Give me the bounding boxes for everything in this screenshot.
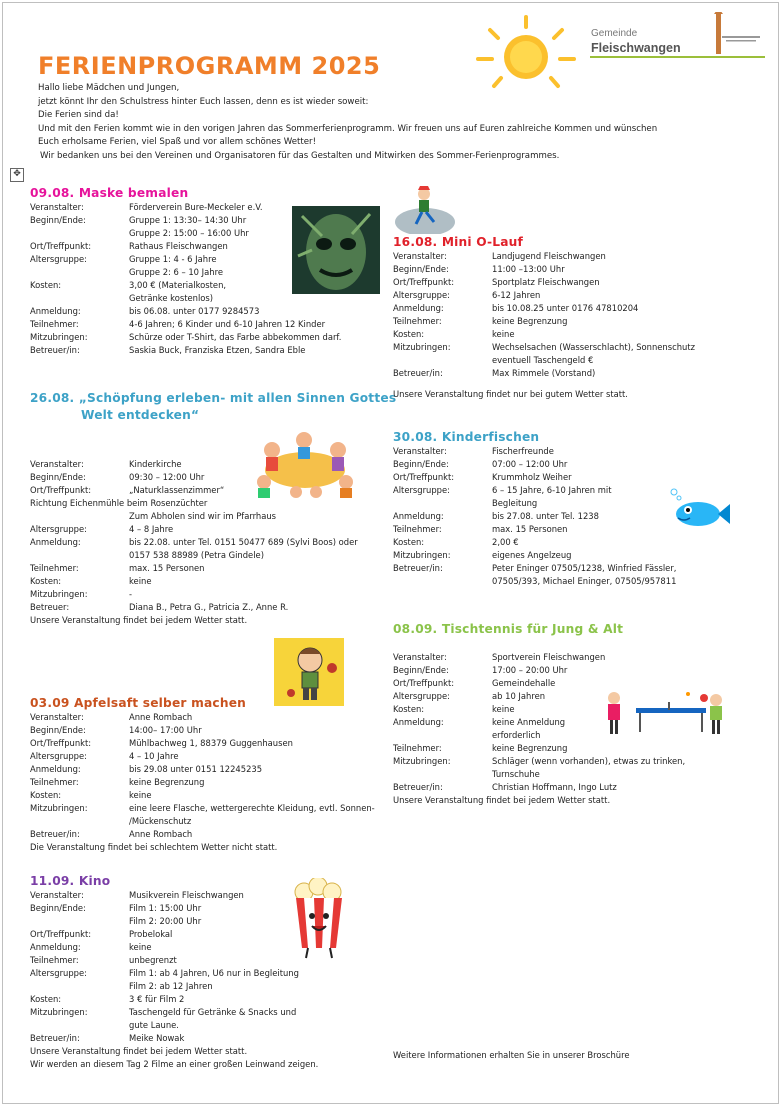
detail-value: keine bbox=[129, 942, 152, 952]
detail-value: Film 1: 15:00 Uhr bbox=[129, 903, 202, 913]
detail-value: bis 27.08. unter Tel. 1238 bbox=[492, 511, 599, 521]
detail-value: gute Laune. bbox=[129, 1020, 179, 1030]
detail-label: Anmeldung: bbox=[393, 511, 444, 521]
section-title-schoepfung-1: 26.08. „Schöpfung erleben- mit allen Sinnen Gottes bbox=[30, 391, 397, 405]
page-title: FERIENPROGRAMM 2025 bbox=[38, 52, 381, 80]
detail-value: bis 10.08.25 unter 0176 47810204 bbox=[492, 303, 639, 313]
logo-line1: Gemeinde bbox=[591, 28, 638, 39]
detail-value: Meike Nowak bbox=[129, 1033, 185, 1043]
detail-value: Begleitung bbox=[492, 498, 538, 508]
detail-label: Betreuer: bbox=[30, 602, 70, 612]
detail-value: 4 – 8 Jahre bbox=[129, 524, 174, 534]
detail-value: Sportplatz Fleischwangen bbox=[492, 277, 600, 287]
section-title-olauf: 16.08. Mini O-Lauf bbox=[393, 235, 524, 249]
detail-label: Veranstalter: bbox=[30, 202, 84, 212]
section-title-tischtennis: 08.09. Tischtennis für Jung & Alt bbox=[393, 622, 624, 636]
detail-value: eine leere Flasche, wettergerechte Kleidung, evtl. Sonnen- bbox=[129, 803, 375, 813]
detail-label: Beginn/Ende: bbox=[393, 459, 449, 469]
church-logo-icon bbox=[712, 12, 768, 56]
detail-label: Teilnehmer: bbox=[393, 316, 442, 326]
intro-line: Euch erholsame Ferien, viel Spaß und vor allem schönes Wetter! bbox=[38, 137, 317, 148]
section-title-schoepfung-2: Welt entdecken“ bbox=[81, 408, 200, 422]
detail-label: Teilnehmer: bbox=[30, 563, 79, 573]
boy-apple-illustration bbox=[274, 638, 344, 706]
section-title-fischen: 30.08. Kinderfischen bbox=[393, 430, 540, 444]
detail-label: Veranstalter: bbox=[30, 712, 84, 722]
section-footer: Unsere Veranstaltung findet nur bei gutem Wetter statt. bbox=[393, 389, 628, 399]
detail-value: 3 € für Film 2 bbox=[129, 994, 185, 1004]
detail-label: Beginn/Ende: bbox=[30, 215, 86, 225]
detail-label: Ort/Treffpunkt: bbox=[30, 485, 92, 495]
detail-value: keine bbox=[492, 329, 515, 339]
detail-label: Anmeldung: bbox=[393, 717, 444, 727]
detail-label: Altersgruppe: bbox=[393, 290, 450, 300]
kids-table-illustration bbox=[252, 430, 358, 500]
logo-underline bbox=[590, 56, 765, 58]
detail-label: Veranstalter: bbox=[30, 459, 84, 469]
detail-value: Gruppe 1: 4 - 6 Jahre bbox=[129, 254, 217, 264]
detail-value: Film 1: ab 4 Jahren, U6 nur in Begleitung bbox=[129, 968, 299, 978]
detail-value: Schürze oder T-Shirt, das Farbe abbekommen darf. bbox=[129, 332, 342, 342]
detail-label: Kosten: bbox=[30, 994, 62, 1004]
detail-value: unbegrenzt bbox=[129, 955, 177, 965]
detail-value: - bbox=[129, 589, 133, 599]
detail-value: 2,00 € bbox=[492, 537, 519, 547]
detail-value: Peter Eninger 07505/1238, Winfried Fässler, bbox=[492, 563, 677, 573]
detail-value: keine Begrenzung bbox=[492, 316, 568, 326]
detail-value: keine Anmeldung bbox=[492, 717, 566, 727]
detail-label: Veranstalter: bbox=[30, 890, 84, 900]
detail-label: Kosten: bbox=[393, 537, 425, 547]
detail-value: Taschengeld für Getränke & Snacks und bbox=[129, 1007, 297, 1017]
intro-line: Und mit den Ferien kommt wie in den vorigen Jahren das Sommerferienprogramm. Wir freuen uns auf Euren zahlreiche Kommen und wünschen bbox=[38, 123, 658, 134]
detail-value: Probelokal bbox=[129, 929, 173, 939]
detail-value: Sportverein Fleischwangen bbox=[492, 652, 606, 662]
detail-label: Beginn/Ende: bbox=[30, 725, 86, 735]
detail-value: Gruppe 2: 15:00 – 16:00 Uhr bbox=[129, 228, 249, 238]
detail-value: Christian Hoffmann, Ingo Lutz bbox=[492, 782, 617, 792]
detail-label: Beginn/Ende: bbox=[30, 903, 86, 913]
detail-value: ab 10 Jahren bbox=[492, 691, 546, 701]
detail-value: Gruppe 2: 6 – 10 Jahre bbox=[129, 267, 223, 277]
detail-value: Förderverein Bure-Meckeler e.V. bbox=[129, 202, 263, 212]
detail-value: Film 2: 20:00 Uhr bbox=[129, 916, 202, 926]
detail-value: Getränke kostenlos) bbox=[129, 293, 214, 303]
detail-value: Kinderkirche bbox=[129, 459, 182, 469]
detail-value: Krummholz Weiher bbox=[492, 472, 572, 482]
detail-label: Betreuer/in: bbox=[30, 1033, 80, 1043]
detail-value: Wechselsachen (Wasserschlacht), Sonnenschutz bbox=[492, 342, 695, 352]
detail-label: Altersgruppe: bbox=[30, 751, 87, 761]
intro-line: Wir bedanken uns bei den Vereinen und Organisatoren für das Gestalten und Mitwirken des Sommer-Ferienprogrammes. bbox=[40, 150, 560, 161]
detail-value: Diana B., Petra G., Patricia Z., Anne R. bbox=[129, 602, 289, 612]
detail-value: Landjugend Fleischwangen bbox=[492, 251, 606, 261]
detail-value: Film 2: ab 12 Jahren bbox=[129, 981, 213, 991]
table-tennis-illustration bbox=[604, 688, 736, 742]
detail-label: Kosten: bbox=[30, 790, 62, 800]
table-move-handle-icon[interactable]: ✥ bbox=[10, 168, 24, 182]
detail-value: bis 22.08. unter Tel. 0151 50477 689 (Sylvi Boos) oder bbox=[129, 537, 358, 547]
detail-value: 07:00 – 12:00 Uhr bbox=[492, 459, 568, 469]
intro-line: Hallo liebe Mädchen und Jungen, bbox=[38, 83, 180, 93]
detail-label: Teilnehmer: bbox=[30, 955, 79, 965]
detail-value: keine bbox=[492, 704, 515, 714]
popcorn-illustration bbox=[290, 878, 348, 960]
detail-label: Ort/Treffpunkt: bbox=[393, 678, 455, 688]
detail-label: Beginn/Ende: bbox=[393, 665, 449, 675]
detail-label: Anmeldung: bbox=[30, 942, 81, 952]
detail-value: Mühlbachweg 1, 88379 Guggenhausen bbox=[129, 738, 293, 748]
detail-value: max. 15 Personen bbox=[129, 563, 205, 573]
detail-value: Musikverein Fleischwangen bbox=[129, 890, 244, 900]
section-title-maske: 09.08. Maske bemalen bbox=[30, 186, 189, 200]
detail-value: 09:30 – 12:00 Uhr bbox=[129, 472, 205, 482]
detail-value: Anne Rombach bbox=[129, 829, 193, 839]
detail-value: Gruppe 1: 13:30– 14:30 Uhr bbox=[129, 215, 247, 225]
intro-text bbox=[38, 82, 657, 164]
section-footer: Unsere Veranstaltung findet bei jedem Wetter statt. bbox=[30, 1046, 248, 1056]
detail-label: Kosten: bbox=[30, 576, 62, 586]
detail-label: Betreuer/in: bbox=[30, 829, 80, 839]
detail-value: 14:00– 17:00 Uhr bbox=[129, 725, 202, 735]
detail-value: Schläger (wenn vorhanden), etwas zu trinken, bbox=[492, 756, 686, 766]
closing-note: Weitere Informationen erhalten Sie in unserer Broschüre bbox=[393, 1050, 630, 1060]
section-footer: Unsere Veranstaltung findet bei jedem Wetter statt. bbox=[30, 615, 248, 625]
section-footer: Wir werden an diesem Tag 2 Filme an einer großen Leinwand zeigen. bbox=[30, 1059, 319, 1069]
detail-value: 6 – 15 Jahre, 6-10 Jahren mit bbox=[492, 485, 612, 495]
fish-illustration bbox=[666, 486, 732, 532]
detail-value: keine Begrenzung bbox=[492, 743, 568, 753]
detail-label: Mitzubringen: bbox=[30, 589, 88, 599]
page-frame bbox=[2, 2, 779, 1104]
intro-line: jetzt könnt Ihr den Schulstress hinter Euch lassen, denn es ist wieder soweit: bbox=[38, 96, 369, 107]
detail-label: Kosten: bbox=[393, 329, 425, 339]
detail-value: 3,00 € (Materialkosten, bbox=[129, 280, 227, 290]
detail-label: Altersgruppe: bbox=[30, 968, 87, 978]
detail-value: 4-6 Jahren; 6 Kinder und 6-10 Jahren 12 Kinder bbox=[129, 319, 326, 329]
detail-value: keine Begrenzung bbox=[129, 777, 205, 787]
detail-label: Altersgruppe: bbox=[30, 524, 87, 534]
detail-value: erforderlich bbox=[492, 730, 541, 740]
detail-label: Altersgruppe: bbox=[393, 485, 450, 495]
detail-label: Beginn/Ende: bbox=[30, 472, 86, 482]
detail-label: Ort/Treffpunkt: bbox=[30, 929, 92, 939]
detail-value: eventuell Taschengeld € bbox=[492, 355, 594, 365]
runner-illustration bbox=[394, 186, 456, 234]
detail-label: Altersgruppe: bbox=[30, 254, 87, 264]
logo-line2: Fleischwangen bbox=[591, 41, 681, 55]
detail-value: „Naturklassenzimmer“ bbox=[129, 485, 225, 495]
detail-label: Mitzubringen: bbox=[30, 1007, 88, 1017]
detail-value: keine bbox=[129, 576, 152, 586]
detail-label: Mitzubringen: bbox=[30, 803, 88, 813]
detail-note: Zum Abholen sind wir im Pfarrhaus bbox=[129, 511, 277, 521]
detail-label: Anmeldung: bbox=[393, 303, 444, 313]
detail-label: Mitzubringen: bbox=[30, 332, 88, 342]
detail-label: Ort/Treffpunkt: bbox=[393, 472, 455, 482]
detail-label: Ort/Treffpunkt: bbox=[30, 738, 92, 748]
mask-photo bbox=[292, 206, 380, 294]
detail-value: /Mückenschutz bbox=[129, 816, 192, 826]
detail-label: Altersgruppe: bbox=[393, 691, 450, 701]
detail-value: bis 06.08. unter 0177 9284573 bbox=[129, 306, 260, 316]
detail-value: Saskia Buck, Franziska Etzen, Sandra Eble bbox=[129, 345, 306, 355]
detail-label: Kosten: bbox=[30, 280, 62, 290]
detail-value: 11:00 –13:00 Uhr bbox=[492, 264, 565, 274]
detail-value: 17:00 – 20:00 Uhr bbox=[492, 665, 568, 675]
detail-label: Teilnehmer: bbox=[393, 524, 442, 534]
detail-label: Ort/Treffpunkt: bbox=[30, 241, 92, 251]
detail-value: Fischerfreunde bbox=[492, 446, 554, 456]
detail-label: Veranstalter: bbox=[393, 652, 447, 662]
detail-value: eigenes Angelzeug bbox=[492, 550, 572, 560]
detail-value: keine bbox=[129, 790, 152, 800]
detail-label: Mitzubringen: bbox=[393, 342, 451, 352]
detail-label: Teilnehmer: bbox=[30, 777, 79, 787]
detail-label: Mitzubringen: bbox=[393, 550, 451, 560]
detail-label: Betreuer/in: bbox=[393, 782, 443, 792]
apple-icon bbox=[286, 688, 296, 698]
detail-value: Rathaus Fleischwangen bbox=[129, 241, 228, 251]
detail-value: Turnschuhe bbox=[492, 769, 540, 779]
detail-note: Richtung Eichenmühle beim Rosenzüchter bbox=[30, 498, 208, 508]
detail-label: Mitzubringen: bbox=[393, 756, 451, 766]
section-footer: Die Veranstaltung findet bei schlechtem Wetter nicht statt. bbox=[30, 842, 278, 852]
detail-label: Veranstalter: bbox=[393, 446, 447, 456]
intro-line: Die Ferien sind da! bbox=[38, 110, 119, 121]
section-title-apfelsaft: 03.09 Apfelsaft selber machen bbox=[30, 696, 247, 710]
detail-label: Betreuer/in: bbox=[30, 345, 80, 355]
detail-value: 4 – 10 Jahre bbox=[129, 751, 179, 761]
detail-label: Ort/Treffpunkt: bbox=[393, 277, 455, 287]
detail-label: Teilnehmer: bbox=[393, 743, 442, 753]
detail-value: Max Rimmele (Vorstand) bbox=[492, 368, 596, 378]
detail-label: Teilnehmer: bbox=[30, 319, 79, 329]
detail-value: 6-12 Jahren bbox=[492, 290, 541, 300]
detail-label: Anmeldung: bbox=[30, 537, 81, 547]
section-title-kino: 11.09. Kino bbox=[30, 874, 111, 888]
detail-label: Beginn/Ende: bbox=[393, 264, 449, 274]
detail-value: max. 15 Personen bbox=[492, 524, 568, 534]
detail-label: Betreuer/in: bbox=[393, 563, 443, 573]
detail-label: Betreuer/in: bbox=[393, 368, 443, 378]
detail-value: bis 29.08 unter 0151 12245235 bbox=[129, 764, 263, 774]
detail-value: Anne Rombach bbox=[129, 712, 193, 722]
detail-value: Gemeindehalle bbox=[492, 678, 556, 688]
detail-label: Anmeldung: bbox=[30, 306, 81, 316]
detail-value: 0157 538 88989 (Petra Gindele) bbox=[129, 550, 264, 560]
detail-label: Anmeldung: bbox=[30, 764, 81, 774]
section-footer: Unsere Veranstaltung findet bei jedem Wetter statt. bbox=[393, 795, 611, 805]
detail-value: 07505/393, Michael Eninger, 07505/957811 bbox=[492, 576, 677, 586]
detail-label: Kosten: bbox=[393, 704, 425, 714]
detail-label: Veranstalter: bbox=[393, 251, 447, 261]
